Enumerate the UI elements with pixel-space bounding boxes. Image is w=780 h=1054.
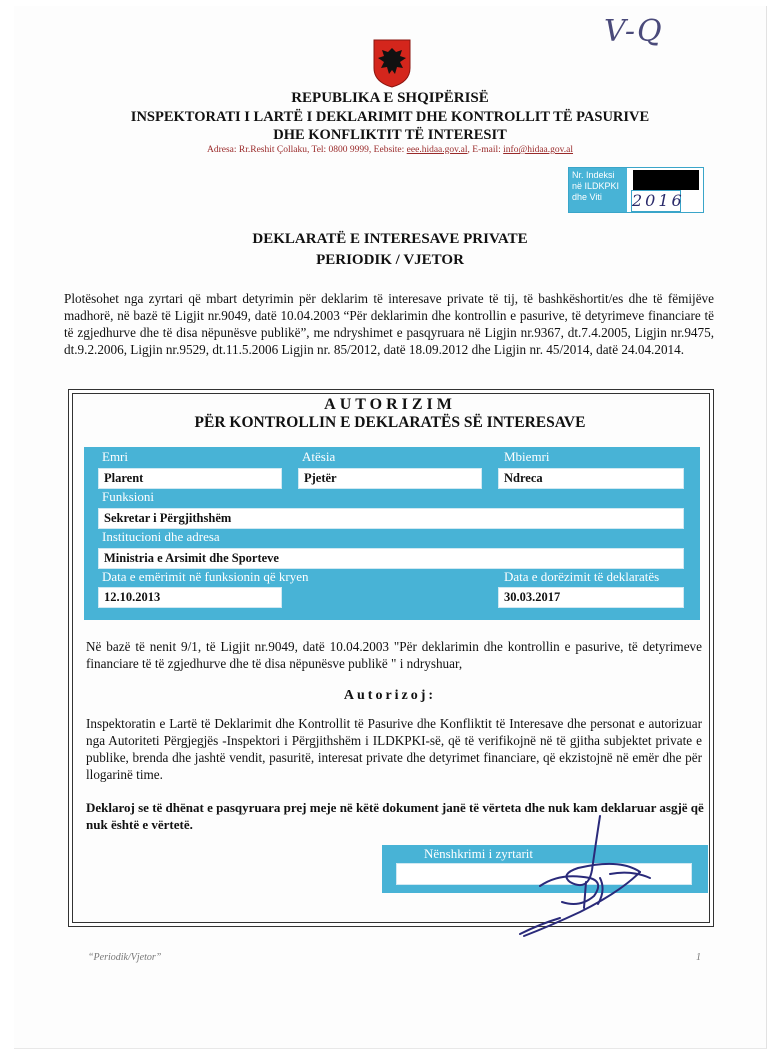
father-name-label: Atësia xyxy=(302,449,336,464)
last-name-field[interactable]: Ndreca xyxy=(498,468,684,489)
declaration-statement: Deklaroj se të dhënat e pasqyruara prej meje në këtë dokument janë të vërteta dhe nuk kam deklaruar asgjë që nuk është e vërtetë. xyxy=(86,800,704,832)
inspectorate-title-line2: DHE KONFLIKTIT TË INTERESIT xyxy=(273,127,507,143)
submission-date-field[interactable]: 30.03.2017 xyxy=(498,587,684,608)
document-subtitle: PERIODIK / VJETOR xyxy=(316,252,464,268)
appointment-date-field[interactable]: 12.10.2013 xyxy=(98,587,282,608)
address-text: Adresa: Rr.Reshit Çollaku, Tel: 0800 9999, Eebsite: xyxy=(206,145,407,155)
index-number-box xyxy=(568,167,704,213)
institution-label: Institucioni dhe adresa xyxy=(102,529,220,544)
last-name-label: Mbiemri xyxy=(504,449,550,464)
handwritten-signature xyxy=(500,812,720,942)
handwritten-note: V-Q xyxy=(604,14,664,49)
albanian-eagle-emblem-icon xyxy=(372,38,412,88)
email-link[interactable]: info@hidaa.gov.al xyxy=(503,145,574,155)
authorization-title: AUTORIZIM xyxy=(324,396,456,413)
appointment-date-label: Data e emërimit në funksionin që kryen xyxy=(102,569,309,584)
redacted-index-number xyxy=(633,170,699,190)
first-name-field[interactable]: Plarent xyxy=(98,468,282,489)
function-field[interactable]: Sekretar i Përgjithshëm xyxy=(98,508,684,529)
index-label: Nr. Indeksi në ILDKPKI dhe Viti xyxy=(569,168,627,212)
footer-form-type: “Periodik/Vjetor” xyxy=(88,952,162,963)
intro-paragraph: Plotësohet nga zyrtari që mbart detyrimin për deklarim të interesave private të tij, të bashkëshortit/es dhe të fëmijëve madhorë, në bazë të Ligjit nr.9049, datë 10.04.2003 “Për deklarimin dhe kontrollin e pasurive, të detyrimeve financiare të të zgjedhurve dhe të disa nëpunësve publikë”, me ndryshimet e pasqyruara në Ligjin nr.9367, dt.7.4.2005, Ligjin nr.9475, dt.9.2.2006, Ligjin nr.9529, dt.11.5.2006 Ligjin nr. 85/2012, datë 18.09.2012 dhe Ligjin nr. 45/2014, datë 24.04.2014. xyxy=(64,291,714,357)
document-title: DEKLARATË E INTERESAVE PRIVATE xyxy=(252,231,528,247)
inspectorate-title-line1: INSPEKTORATI I LARTË I DEKLARIMIT DHE KONTROLLIT TË PASURIVE xyxy=(130,109,650,125)
page-number: 1 xyxy=(696,952,701,963)
institution-field[interactable]: Ministria e Arsimit dhe Sporteve xyxy=(98,548,684,569)
republic-title: REPUBLIKA E SHQIPËRISË xyxy=(291,90,489,106)
authorize-heading: Autorizoj: xyxy=(343,688,437,703)
signature-label: Nënshkrimi i zyrtarit xyxy=(424,846,534,861)
first-name-label: Emri xyxy=(102,449,128,464)
website-link[interactable]: eee.hidaa.gov.al xyxy=(406,145,468,155)
personal-data-form xyxy=(84,447,700,620)
authorization-subtitle: PËR KONTROLLIN E DEKLARATËS SË INTERESAVE xyxy=(194,414,586,431)
father-name-field[interactable]: Pjetër xyxy=(298,468,482,489)
function-label: Funksioni xyxy=(102,489,155,504)
address-line xyxy=(0,145,780,155)
submission-date-label: Data e dorëzimit të deklaratës xyxy=(504,569,660,584)
index-year-field[interactable]: 2016 xyxy=(632,191,685,210)
authorization-paragraph: Inspektoratin e Lartë të Deklarimit dhe Kontrollit të Pasurive dhe Konfliktit të Interesave dhe personat e autorizuar nga Autoriteti Përgjegjës -Inspektori i Përgjithshëm i ILDKPKI-së, që të verifikojnë në të gjitha subjektet private e publike, brenda dhe jashtë vendit, pasuritë, interesat private dhe detyrimet financiare, që ekzistojnë në emër dhe për llogarinë time. xyxy=(86,716,702,782)
legal-basis-paragraph: Në bazë të nenit 9/1, të Ligjit nr.9049, datë 10.04.2003 "Për deklarimin dhe kontrollin e pasurive, të detyrimeve financiare të të zgjedhurve dhe të disa nëpunësve publikë " i ndryshuar, xyxy=(86,639,702,671)
email-label: , E-mail: xyxy=(467,145,504,155)
